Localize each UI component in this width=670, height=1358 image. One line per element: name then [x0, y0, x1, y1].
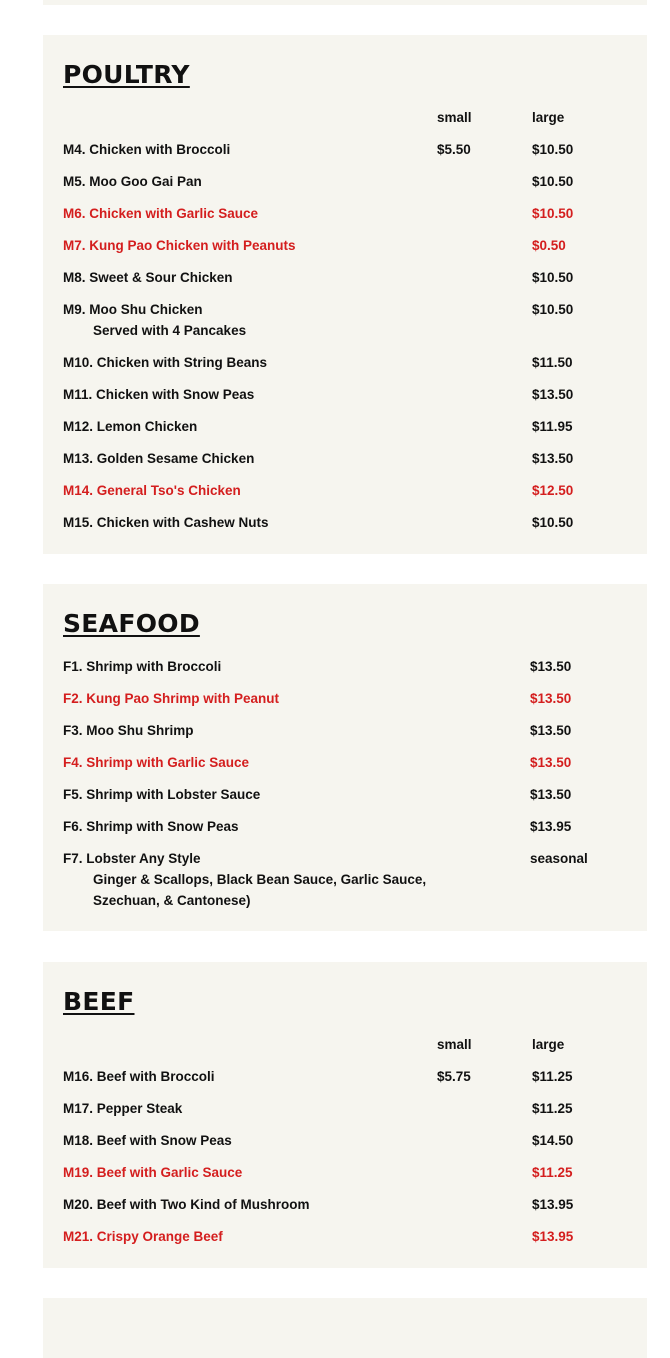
menu-item — [63, 236, 647, 256]
menu-item — [63, 785, 647, 805]
item-name: M18. Beef with Snow Peas — [63, 1133, 232, 1148]
poultry-section — [43, 35, 647, 554]
item-price-large: $11.25 — [532, 1165, 573, 1180]
item-price-large: $13.95 — [532, 1197, 574, 1212]
menu-item — [63, 1131, 647, 1151]
item-price-large: $13.50 — [532, 451, 574, 466]
menu-item — [63, 657, 647, 677]
item-name: M8. Sweet & Sour Chicken — [63, 270, 233, 285]
menu-item — [63, 385, 647, 405]
section-title: SEAFOOD — [63, 609, 200, 638]
item-name: M14. General Tso's Chicken — [63, 483, 241, 498]
menu-item — [63, 753, 647, 773]
price-column-headers — [63, 108, 647, 128]
item-price-large: $11.25 — [532, 1101, 573, 1116]
menu-item — [63, 1163, 647, 1183]
menu-item — [63, 1067, 647, 1087]
item-name: M9. Moo Shu Chicken — [63, 302, 203, 317]
menu-item — [63, 268, 647, 288]
price-column-headers — [63, 1035, 647, 1055]
item-price: seasonal — [530, 851, 588, 866]
item-price: $13.50 — [530, 787, 572, 802]
menu-item — [63, 353, 647, 373]
item-name: F4. Shrimp with Garlic Sauce — [63, 755, 250, 770]
item-price-small: $5.75 — [437, 1069, 471, 1084]
menu-item — [63, 449, 647, 469]
item-price-large: $11.95 — [532, 419, 573, 434]
small-column-header: small — [437, 1037, 472, 1052]
menu-item — [63, 817, 647, 837]
item-name: M20. Beef with Two Kind of Mushroom — [63, 1197, 310, 1212]
large-column-header: large — [532, 110, 565, 125]
menu-item — [63, 513, 647, 533]
item-price-large: $10.50 — [532, 302, 574, 317]
item-price-large: $14.50 — [532, 1133, 574, 1148]
item-name: M19. Beef with Garlic Sauce — [63, 1165, 243, 1180]
item-name: M7. Kung Pao Chicken with Peanuts — [63, 238, 296, 253]
item-note: Ginger & Scallops, Black Bean Sauce, Garlic Sauce, — [93, 872, 427, 887]
item-price: $13.50 — [530, 723, 572, 738]
item-price-large: $11.25 — [532, 1069, 573, 1084]
item-price: $13.95 — [530, 819, 572, 834]
item-price: $13.50 — [530, 659, 572, 674]
item-name: M4. Chicken with Broccoli — [63, 142, 231, 157]
item-name: M10. Chicken with String Beans — [63, 355, 268, 370]
menu-item — [63, 1099, 647, 1119]
section-title: POULTRY — [63, 60, 190, 89]
item-name: M6. Chicken with Garlic Sauce — [63, 206, 259, 221]
item-price-large: $10.50 — [532, 270, 574, 285]
item-note: Szechuan, & Cantonese) — [93, 893, 251, 908]
item-name: M15. Chicken with Cashew Nuts — [63, 515, 269, 530]
item-price-large: $0.50 — [532, 238, 566, 253]
menu-item — [63, 721, 647, 741]
item-price-large: $12.50 — [532, 483, 574, 498]
small-column-header: small — [437, 110, 472, 125]
item-name: F2. Kung Pao Shrimp with Peanut — [63, 691, 280, 706]
menu-item — [63, 849, 647, 908]
menu-item — [63, 1195, 647, 1215]
menu-item — [63, 300, 647, 338]
menu-item — [63, 204, 647, 224]
beef-section — [43, 962, 647, 1268]
large-column-header: large — [532, 1037, 565, 1052]
item-price-small: $5.50 — [437, 142, 471, 157]
item-name: M5. Moo Goo Gai Pan — [63, 174, 202, 189]
item-price-large: $13.50 — [532, 387, 574, 402]
item-price-large: $13.95 — [532, 1229, 574, 1244]
previous-section-card — [43, 0, 647, 5]
item-price-large: $11.50 — [532, 355, 573, 370]
menu-item — [63, 481, 647, 501]
item-name: M12. Lemon Chicken — [63, 419, 198, 434]
item-name: F1. Shrimp with Broccoli — [63, 659, 222, 674]
item-name: M11. Chicken with Snow Peas — [63, 387, 255, 402]
menu-item — [63, 172, 647, 192]
item-price-large: $10.50 — [532, 174, 574, 189]
menu-item — [63, 689, 647, 709]
item-price: $13.50 — [530, 691, 572, 706]
menu-item — [63, 140, 647, 160]
menu-item — [63, 417, 647, 437]
item-price-large: $10.50 — [532, 206, 574, 221]
item-name: M21. Crispy Orange Beef — [63, 1229, 223, 1244]
item-name: F3. Moo Shu Shrimp — [63, 723, 194, 738]
item-name: F7. Lobster Any Style — [63, 851, 201, 866]
item-name: F6. Shrimp with Snow Peas — [63, 819, 239, 834]
item-name: M16. Beef with Broccoli — [63, 1069, 215, 1084]
section-title: BEEF — [63, 987, 135, 1016]
item-note: Served with 4 Pancakes — [93, 323, 247, 338]
item-price-large: $10.50 — [532, 142, 574, 157]
item-name: F5. Shrimp with Lobster Sauce — [63, 787, 261, 802]
seafood-section — [43, 584, 647, 931]
next-section-card — [43, 1298, 647, 1358]
menu-item — [63, 1227, 647, 1247]
item-price-large: $10.50 — [532, 515, 574, 530]
item-name: M17. Pepper Steak — [63, 1101, 183, 1116]
item-price: $13.50 — [530, 755, 572, 770]
item-name: M13. Golden Sesame Chicken — [63, 451, 255, 466]
